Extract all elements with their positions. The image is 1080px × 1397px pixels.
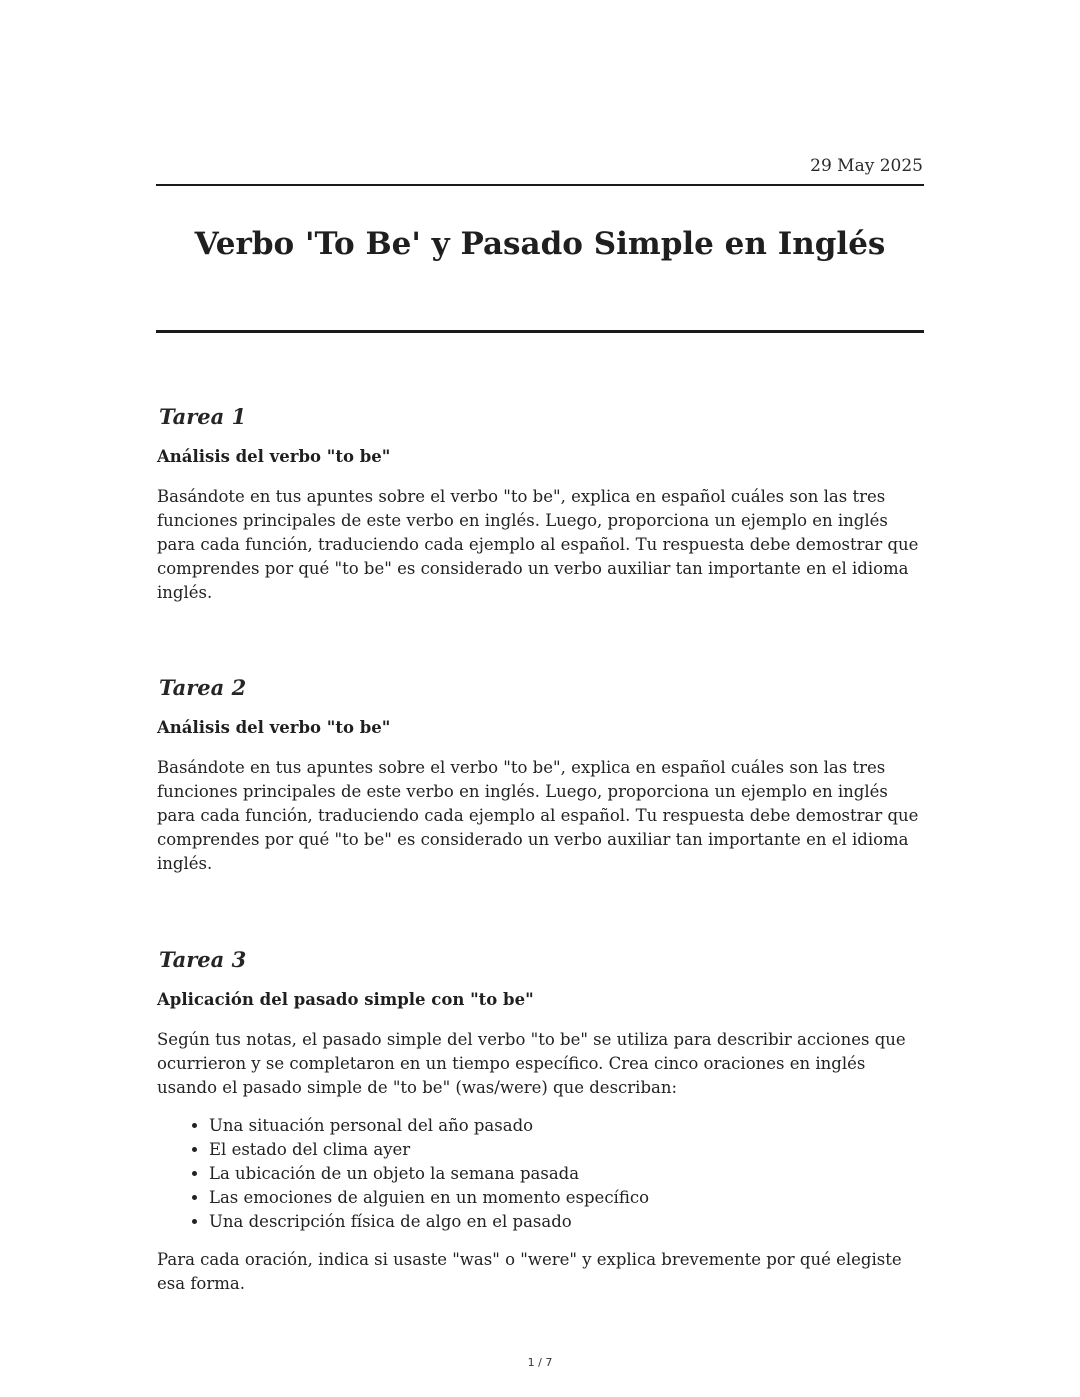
task-instructions: Basándote en tus apuntes sobre el verbo "to be", explica en español cuáles son las tres funciones principales de este verbo en inglés. Luego, proporciona un ejemplo en inglés para cada función, traduciendo cada ejemplo al español. Tu respuesta debe demostrar que comprendes por qué "to be" es considerado un verbo auxiliar tan importante en el idioma inglés. bbox=[157, 487, 919, 602]
task-instructions: Según tus notas, el pasado simple del verbo "to be" se utiliza para describir acciones que ocurrieron y se completaron en un tiempo específico. Crea cinco oraciones en inglés usando el pasado simple de "to be" (was/were) que describan: bbox=[157, 1030, 906, 1097]
task-heading: Tarea 3 bbox=[159, 947, 247, 972]
task-section-2 bbox=[157, 674, 927, 876]
page-number: 1 / 7 bbox=[527, 1356, 553, 1369]
list-item: • Las emociones de alguien en un momento específico bbox=[209, 1186, 927, 1210]
task-heading: Tarea 1 bbox=[159, 404, 247, 429]
task-subheading: Análisis del verbo "to be" bbox=[157, 718, 391, 737]
title-rule bbox=[156, 330, 924, 333]
task-subheading: Análisis del verbo "to be" bbox=[157, 447, 391, 466]
document-date: 29 May 2025 bbox=[810, 156, 923, 176]
task-section-3 bbox=[157, 946, 927, 1296]
list-item: • Una situación personal del año pasado bbox=[209, 1114, 927, 1138]
task-heading: Tarea 2 bbox=[159, 675, 247, 700]
header-rule bbox=[156, 184, 924, 186]
list-item: • La ubicación de un objeto la semana pasada bbox=[209, 1162, 927, 1186]
task-instructions: Basándote en tus apuntes sobre el verbo "to be", explica en español cuáles son las tres funciones principales de este verbo en inglés. Luego, proporciona un ejemplo en inglés para cada función, traduciendo cada ejemplo al español. Tu respuesta debe demostrar que comprendes por qué "to be" es considerado un verbo auxiliar tan importante en el idioma inglés. bbox=[157, 758, 919, 873]
task-bullet-list bbox=[157, 1114, 927, 1234]
document-title: Verbo 'To Be' y Pasado Simple en Inglés bbox=[194, 226, 886, 262]
task-section-1 bbox=[157, 403, 927, 605]
task-subheading: Aplicación del pasado simple con "to be" bbox=[157, 990, 534, 1009]
list-item: • El estado del clima ayer bbox=[209, 1138, 927, 1162]
task-closing-instructions: Para cada oración, indica si usaste "was" o "were" y explica brevemente por qué elegiste esa forma. bbox=[157, 1250, 902, 1293]
list-item: • Una descripción física de algo en el pasado bbox=[209, 1210, 927, 1234]
